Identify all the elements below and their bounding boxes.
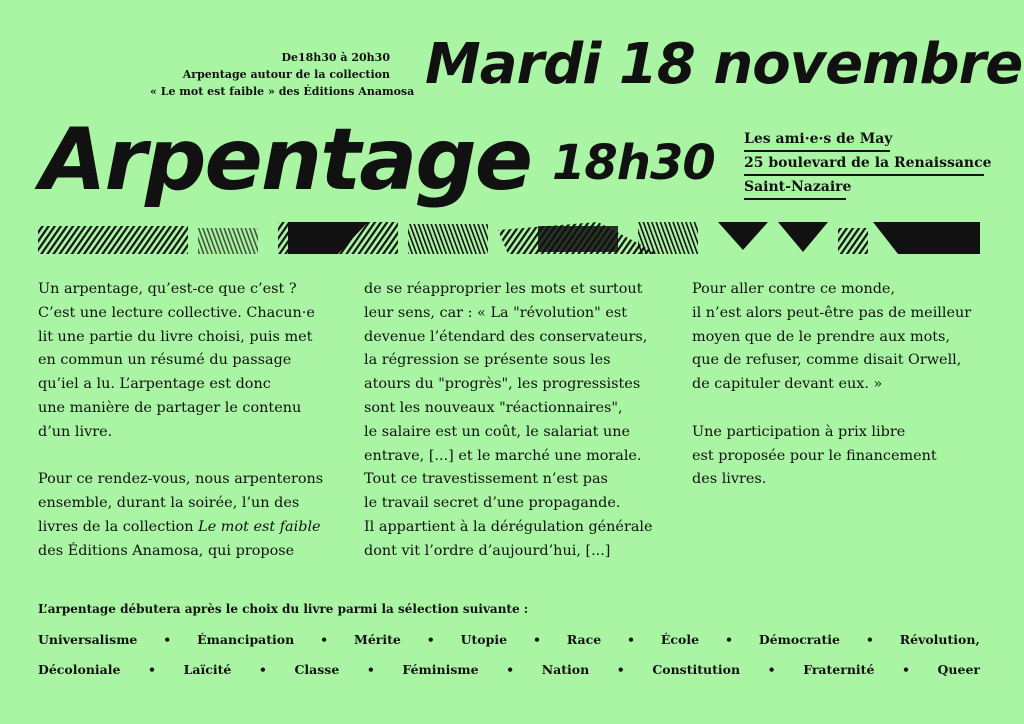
keyword: Décoloniale <box>38 662 121 677</box>
text-line: atours du "progrès", les progressistes <box>364 376 641 393</box>
text-line: sont les nouveaux "réactionnaires", <box>364 399 623 416</box>
text-line: de capituler devant eux. » <box>692 376 883 393</box>
keyword: Race <box>566 632 602 647</box>
text-line: C’est une lecture collective. Chacun·e <box>38 304 315 321</box>
keyword: Révolution, <box>899 632 980 647</box>
text-column-2 <box>364 278 674 587</box>
keyword: Utopie <box>460 632 508 647</box>
venue-name: Les ami·e·s de May <box>744 128 890 152</box>
keyword: École <box>660 632 700 647</box>
text-line: d’un livre. <box>38 423 113 440</box>
bullet-separator: • <box>901 662 910 677</box>
bullet-separator: • <box>616 662 625 677</box>
selection-intro: L’arpentage débutera après le choix du livre parmi la sélection suivante : <box>38 602 529 616</box>
text-column-1 <box>38 278 348 587</box>
text-line <box>38 519 321 535</box>
text-line: des Éditions Anamosa, qui propose <box>38 542 295 559</box>
text-line: qu’iel a lu. L’arpentage est donc <box>38 376 271 393</box>
text-line: des livres. <box>692 471 767 488</box>
text-line: il n’est alors peut-être pas de meilleur <box>692 304 972 321</box>
bullet-separator: • <box>767 662 776 677</box>
keyword: Nation <box>541 662 590 677</box>
keyword-row-2 <box>38 662 980 677</box>
bullet-separator: • <box>163 632 172 647</box>
paragraph <box>692 421 992 492</box>
page-title: Arpentage <box>40 110 532 210</box>
keyword: Mérite <box>353 632 401 647</box>
bullet-separator: • <box>258 662 267 677</box>
event-time: 18h30 <box>552 135 715 191</box>
bullet-separator: • <box>506 662 515 677</box>
text-line: Tout ce travestissement n’est pas <box>364 471 608 488</box>
keyword: Démocratie <box>758 632 840 647</box>
venue-address: 25 boulevard de la Renaissance <box>744 152 984 176</box>
text-line: moyen que de le prendre aux mots, <box>692 328 951 345</box>
publisher-line: « Le mot est faible » des Éditions Anamosa <box>150 85 415 98</box>
text-line: Un arpentage, qu’est-ce que c’est ? <box>38 281 297 297</box>
text-line: entrave, [...] et le marché une morale. <box>364 447 642 464</box>
keyword: Queer <box>937 662 980 677</box>
schedule-line: De18h30 à 20h30 <box>281 51 390 64</box>
text-column-3 <box>692 278 992 516</box>
text-line: le salaire est un coût, le salariat une <box>364 423 631 440</box>
text-fragment: livres de la collection <box>38 518 199 535</box>
text-line: en commun un résumé du passage <box>38 352 292 369</box>
collection-line: Arpentage autour de la collection <box>182 68 390 81</box>
text-line: dont vit l’ordre d’aujourd’hui, [...] <box>364 542 611 559</box>
paragraph <box>38 278 348 445</box>
bullet-separator: • <box>532 632 541 647</box>
paragraph <box>38 468 348 563</box>
text-line: le travail secret d’une propagande. <box>364 495 621 512</box>
text-line: Une participation à prix libre <box>692 423 906 440</box>
bullet-separator: • <box>148 662 157 677</box>
keyword: Constitution <box>652 662 741 677</box>
decorative-halftone-band <box>38 222 980 254</box>
bullet-separator: • <box>627 632 636 647</box>
event-date: Mardi 18 novembre <box>425 32 1023 97</box>
text-line: une manière de partager le contenu <box>38 399 302 416</box>
keyword: Laïcité <box>183 662 232 677</box>
bullet-separator: • <box>366 662 375 677</box>
keyword: Fraternité <box>803 662 875 677</box>
collection-title: Le mot est faible <box>198 518 321 535</box>
event-info <box>150 49 415 100</box>
bullet-separator: • <box>320 632 329 647</box>
keyword: Classe <box>294 662 340 677</box>
text-line: Pour aller contre ce monde, <box>692 281 896 297</box>
bullet-separator: • <box>865 632 874 647</box>
text-line: Il appartient à la dérégulation générale <box>364 518 653 535</box>
keyword: Universalisme <box>38 632 138 647</box>
text-line: est proposée pour le financement <box>692 447 937 464</box>
text-line: leur sens, car : « La "révolution" est <box>364 304 628 321</box>
text-line: la régression se présente sous les <box>364 352 611 369</box>
keyword-row-1 <box>38 632 980 647</box>
text-line: ensemble, durant la soirée, l’un des <box>38 495 300 512</box>
bullet-separator: • <box>724 632 733 647</box>
text-line: de se réapproprier les mots et surtout <box>364 281 643 297</box>
text-line: devenue l’étendard des conservateurs, <box>364 328 648 345</box>
text-line: Pour ce rendez-vous, nous arpenterons <box>38 471 324 488</box>
keyword: Émancipation <box>197 632 295 647</box>
venue-block <box>744 128 992 200</box>
keyword: Féminisme <box>402 662 479 677</box>
bullet-separator: • <box>426 632 435 647</box>
text-line: que de refuser, comme disait Orwell, <box>692 352 962 369</box>
paragraph <box>364 278 674 564</box>
venue-city: Saint-Nazaire <box>744 176 846 200</box>
text-line: lit une partie du livre choisi, puis met <box>38 328 313 345</box>
paragraph <box>692 278 992 397</box>
